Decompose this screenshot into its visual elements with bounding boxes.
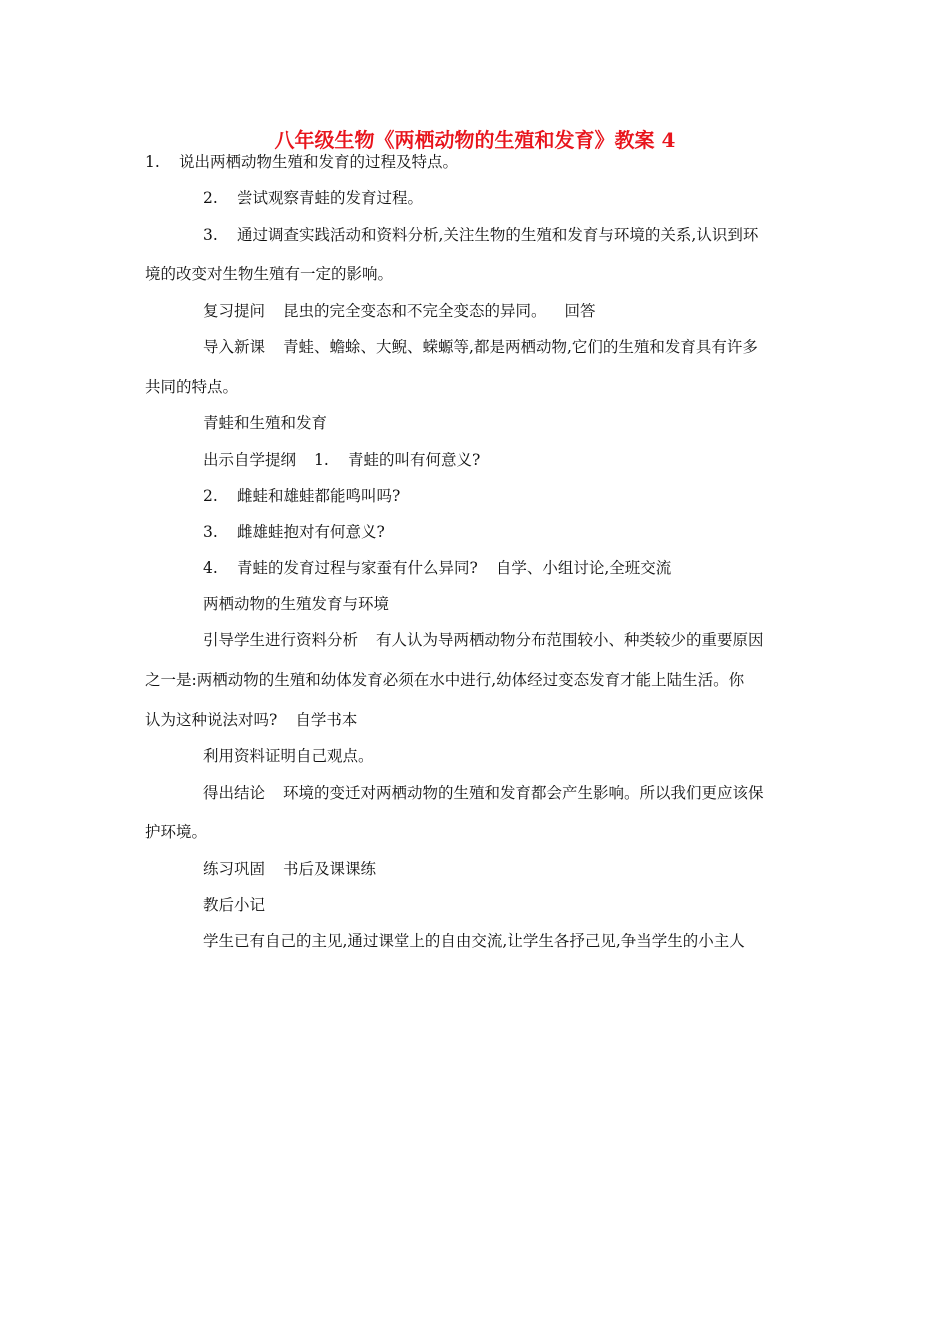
section-label: 出示自学提纲 — [203, 451, 297, 469]
paragraph: 学生已有自己的主见,通过课堂上的自由交流,让学生各抒己见,争当学生的小主人 — [203, 932, 745, 950]
list-number: 1. — [314, 451, 329, 469]
paragraph-text: 有人认为导两栖动物分布范围较小、种类较少的重要原因 — [376, 631, 764, 649]
list-number: 1. — [145, 153, 160, 171]
data-analysis — [203, 630, 764, 650]
list-number: 2. — [203, 487, 218, 505]
objective-text: 说出两栖动物生殖和发育的过程及特点。 — [179, 153, 459, 171]
section-heading: 两栖动物的生殖发育与环境 — [203, 595, 390, 613]
outline-item-2 — [203, 486, 400, 506]
paragraph-text: 昆虫的完全变态和不完全变态的异同。 — [283, 302, 547, 320]
section-label: 引导学生进行资料分析 — [203, 631, 359, 649]
objective-3-cont: 境的改变对生物生殖有一定的影响。 — [145, 265, 394, 283]
intro-new-lesson — [203, 337, 758, 357]
paragraph-text: 自学书本 — [295, 711, 358, 729]
review-question — [203, 301, 596, 321]
paragraph-text: 青蛙、蟾蜍、大鲵、蝾螈等,都是两栖动物,它们的生殖和发育具有许多 — [283, 338, 758, 356]
objective-text: 尝试观察青蛙的发育过程。 — [237, 189, 424, 207]
outline-item-3 — [203, 522, 385, 542]
objective-1 — [145, 152, 458, 172]
paragraph-text: 环境的变迁对两栖动物的生殖和发育都会产生影响。所以我们更应该保 — [283, 784, 764, 802]
paragraph-text: 青蛙的叫有何意义? — [348, 451, 481, 469]
intro-new-lesson-cont: 共同的特点。 — [145, 378, 239, 396]
paragraph-text: 自学、小组讨论,全班交流 — [495, 559, 672, 577]
list-number: 4. — [203, 559, 218, 577]
section-label: 练习巩固 — [203, 860, 266, 878]
paragraph-text: 回答 — [564, 302, 596, 320]
section-label: 导入新课 — [203, 338, 266, 356]
objective-text: 通过调查实践活动和资料分析,关注生物的生殖和发育与环境的关系,认识到环 — [237, 226, 759, 244]
data-analysis-cont: 之一是:两栖动物的生殖和幼体发育必须在水中进行,幼体经过变态发育才能上陆生活。你 — [145, 671, 745, 689]
outline-item-4 — [203, 558, 671, 578]
section-label: 得出结论 — [203, 784, 266, 802]
list-number: 2. — [203, 189, 218, 207]
objective-3 — [203, 225, 758, 245]
paragraph: 利用资料证明自己观点。 — [203, 747, 374, 765]
section-heading: 教后小记 — [203, 896, 266, 914]
paragraph-text: 书后及课课练 — [283, 860, 377, 878]
study-outline — [203, 450, 480, 470]
conclusion — [203, 783, 764, 803]
paragraph-text: 雌蛙和雄蛙都能鸣叫吗? — [237, 487, 401, 505]
section-label: 复习提问 — [203, 302, 266, 320]
conclusion-cont: 护环境。 — [145, 823, 208, 841]
list-number: 3. — [203, 226, 218, 244]
data-analysis-cont — [145, 710, 357, 730]
paragraph-text: 雌雄蛙抱对有何意义? — [237, 523, 385, 541]
paragraph-text: 青蛙的发育过程与家蚕有什么异同? — [237, 559, 478, 577]
practice — [203, 859, 376, 879]
section-heading: 青蛙和生殖和发育 — [203, 414, 328, 432]
paragraph-text: 认为这种说法对吗? — [145, 711, 278, 729]
document-title: 八年级生物《两栖动物的生殖和发育》教案 4 — [274, 128, 676, 152]
list-number: 3. — [203, 523, 218, 541]
objective-2 — [203, 188, 423, 208]
